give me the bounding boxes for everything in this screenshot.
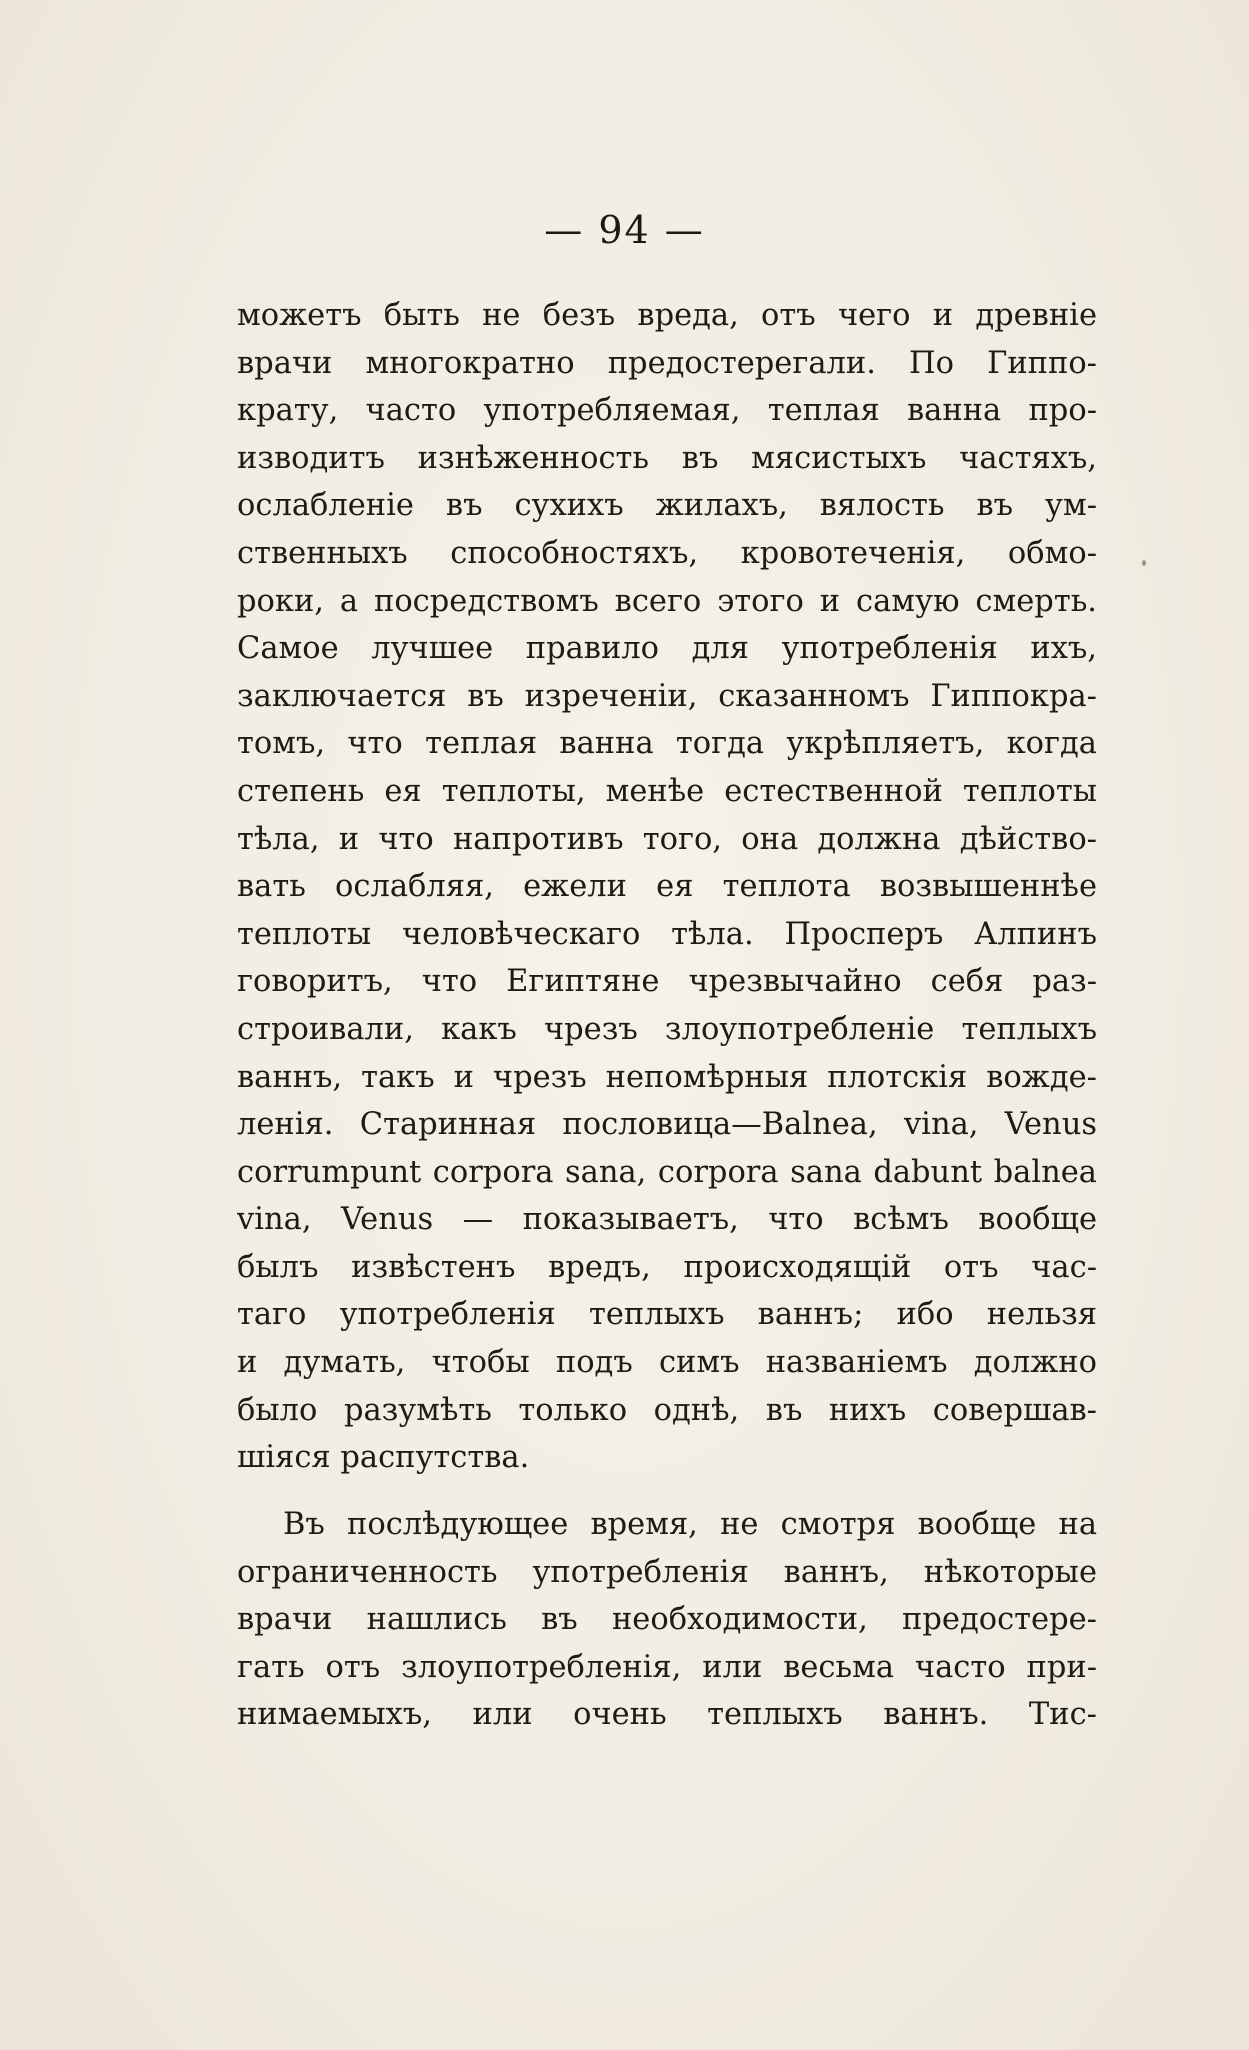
text-line: можетъ быть не безъ вреда, отъ чего и древніе: [237, 298, 1097, 333]
text-line: Самое лучшее правило для употребленія ихъ,: [237, 631, 1097, 667]
text-line: крату, часто употребляемая, теплая ванна про-: [237, 393, 1097, 429]
text-line: теплоты человѣческаго тѣла. Просперъ Алпинъ: [237, 916, 1097, 952]
text-line: говоритъ, что Египтяне чрезвычайно себя раз-: [237, 964, 1097, 1000]
text-line: Въ послѣдующее время, не смотря вообще на: [283, 1507, 1097, 1542]
text-line: vina, Venus — показываетъ, что всѣмъ вообще: [237, 1202, 1097, 1238]
text-line: изводитъ изнѣженность въ мясистыхъ частяхъ,: [237, 440, 1097, 476]
text-line: и думать, чтобы подъ симъ названіемъ должно: [237, 1345, 1097, 1381]
text-line: врачи многократно предостерегали. По Гиппо-: [237, 345, 1097, 381]
text-line: таго употребленія теплыхъ ваннъ; ибо нельзя: [237, 1297, 1097, 1333]
text-line: corrumpunt corpora sana, corpora sana dabunt balnea: [237, 1154, 1097, 1190]
text-line: степень ея теплоты, менѣе естественной теплоты: [237, 773, 1097, 809]
text-line: ослабленіе въ сухихъ жилахъ, вялость въ ум-: [237, 488, 1097, 524]
text-line: строивали, какъ чрезъ злоупотребленіе теплыхъ: [237, 1011, 1097, 1047]
text-line: вать ослабляя, ежели ея теплота возвышеннѣе: [237, 869, 1097, 905]
text-line: ственныхъ способностяхъ, кровотеченія, обмо-: [237, 535, 1097, 571]
text-line: заключается въ изреченіи, сказанномъ Гиппокра-: [237, 678, 1097, 714]
text-line: былъ извѣстенъ вредъ, происходящій отъ час-: [237, 1249, 1097, 1285]
page-number: — 94 —: [544, 208, 705, 252]
text-line: было разумѣть только однѣ, въ нихъ совершав-: [237, 1392, 1097, 1428]
paragraph-2: [237, 1501, 1097, 1739]
text-line: роки, а посредствомъ всего этого и самую смерть.: [237, 583, 1097, 619]
text-line: нимаемыхъ, или очень теплыхъ ваннъ. Тис-: [237, 1697, 1097, 1733]
text-line: ограниченность употребленія ваннъ, нѣкоторые: [237, 1554, 1097, 1590]
text-line: томъ, что теплая ванна тогда укрѣпляетъ, когда: [237, 726, 1097, 762]
text-line: врачи нашлись въ необходимости, предостере-: [237, 1602, 1097, 1638]
paragraph-1: [237, 292, 1097, 1482]
text-line: ленія. Старинная пословица—Balnea, vina, Venus: [237, 1107, 1097, 1143]
text-line: гать отъ злоупотребленія, или весьма часто при-: [237, 1649, 1097, 1685]
text-line: тѣла, и что напротивъ того, она должна дѣйство-: [237, 821, 1097, 857]
text-line: шіяся распутства.: [237, 1440, 530, 1476]
ink-speck: [1142, 560, 1146, 566]
text-line: ваннъ, такъ и чрезъ непомѣрныя плотскія вожде-: [237, 1059, 1097, 1095]
